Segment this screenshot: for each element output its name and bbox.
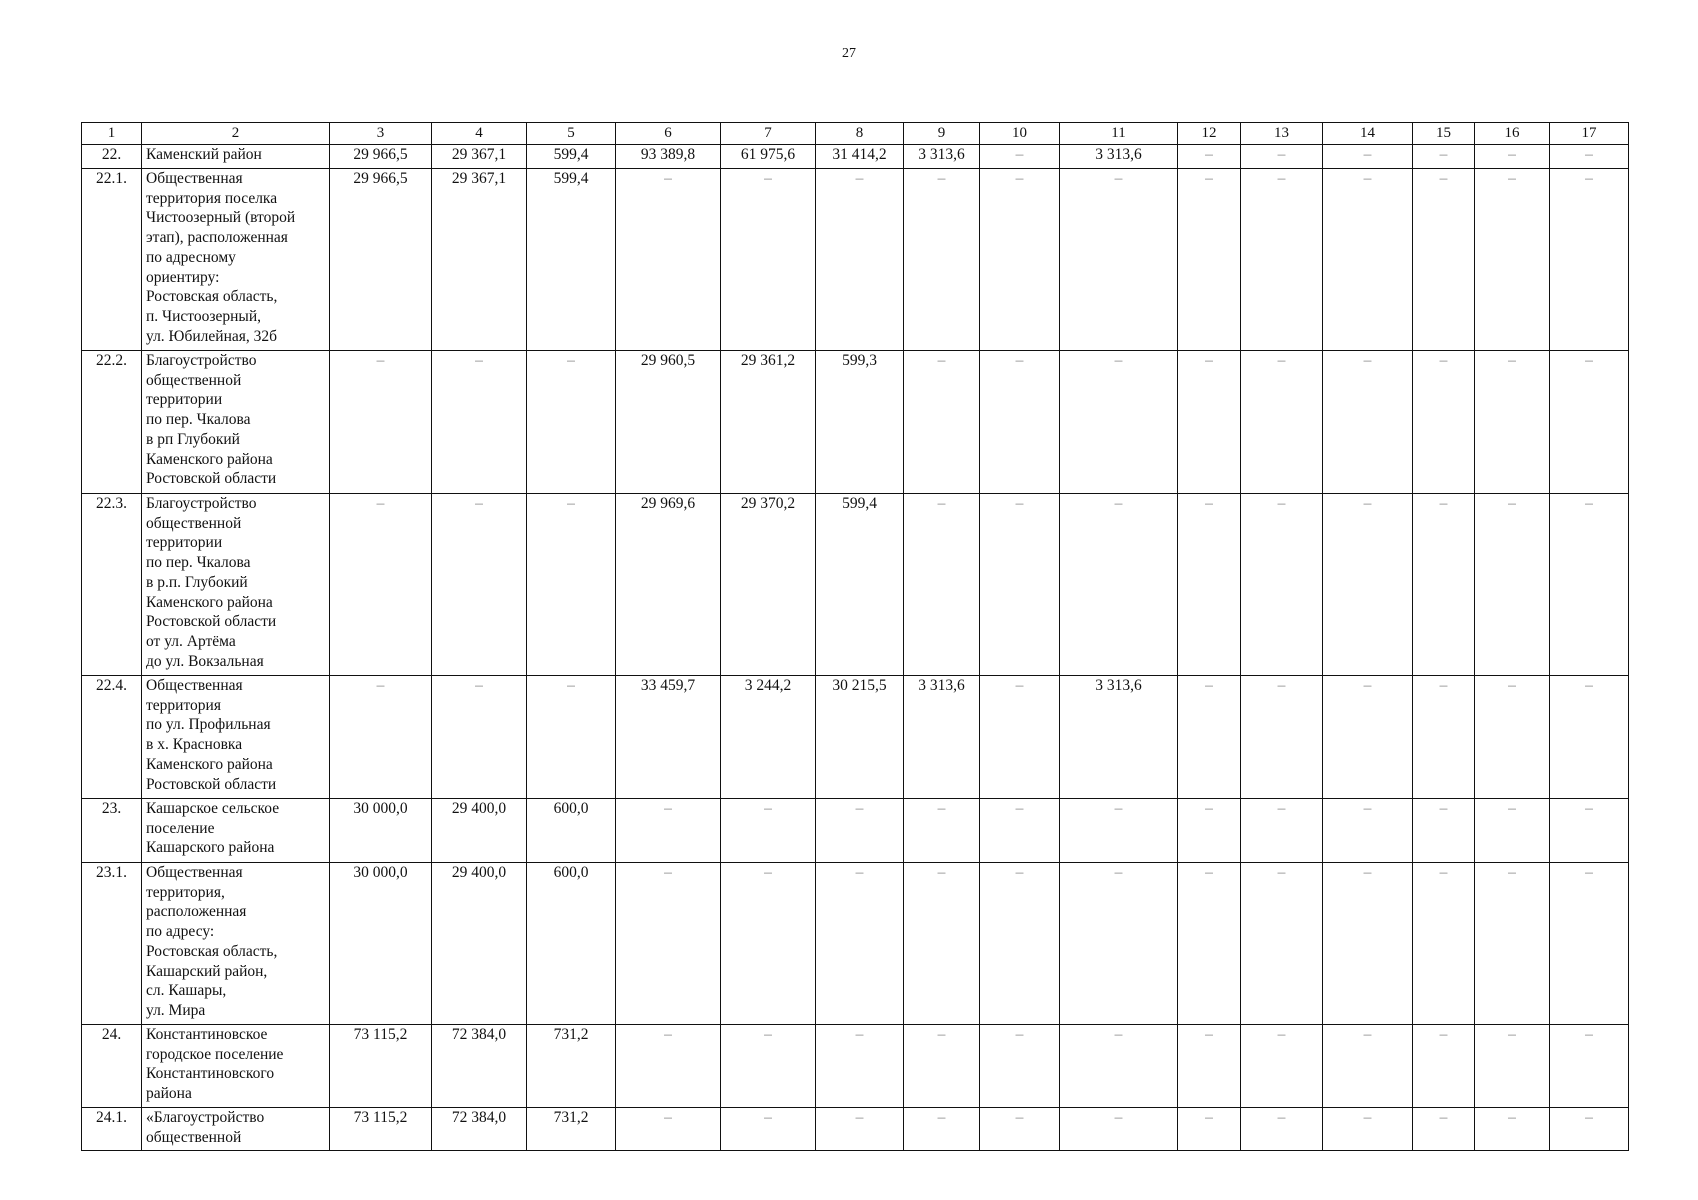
value-cell-col-8: 599,4 — [816, 494, 904, 676]
table-row — [82, 676, 1629, 799]
row-number-cell: 22.4. — [82, 676, 142, 799]
value-cell-col-7: 3 244,2 — [721, 676, 816, 799]
value-cell-col-7: – — [721, 1108, 816, 1151]
value-cell-col-4: 29 400,0 — [432, 799, 527, 863]
row-name-line: территория поселка — [146, 189, 278, 207]
value-cell-col-7: 29 361,2 — [721, 351, 816, 494]
row-name-line: по пер. Чкалова — [146, 554, 251, 572]
header-cell: 7 — [721, 123, 816, 145]
row-name-line: ул. Мира — [146, 1001, 206, 1019]
value-cell-col-12: – — [1178, 799, 1241, 863]
header-cell: 4 — [432, 123, 527, 145]
value-cell-col-16: – — [1475, 1025, 1550, 1108]
row-name-line: района — [146, 1085, 192, 1103]
table-row — [82, 799, 1629, 863]
value-cell-col-16: – — [1475, 1108, 1550, 1151]
value-cell-col-5: – — [527, 494, 616, 676]
row-number-cell: 22.3. — [82, 494, 142, 676]
row-name-line: в рп Глубокий — [146, 430, 240, 448]
row-name-line: Ростовской области — [146, 613, 277, 631]
value-cell-col-11: – — [1060, 351, 1178, 494]
value-cell-col-9: – — [904, 1025, 980, 1108]
value-cell-col-12: – — [1178, 169, 1241, 351]
value-cell-col-4: 72 384,0 — [432, 1025, 527, 1108]
value-cell-col-10: – — [980, 799, 1060, 863]
row-name-line: Каменского района — [146, 593, 273, 611]
row-name-line: по адресному — [146, 248, 236, 266]
value-cell-col-13: – — [1241, 676, 1323, 799]
value-cell-col-5: 731,2 — [527, 1108, 616, 1151]
row-name-line: расположенная — [146, 903, 247, 921]
value-cell-col-11: – — [1060, 1108, 1178, 1151]
value-cell-col-6: – — [616, 863, 721, 1025]
value-cell-col-8: – — [816, 169, 904, 351]
row-name-line: в х. Красновка — [146, 736, 243, 754]
value-cell-col-13: – — [1241, 169, 1323, 351]
header-cell: 1 — [82, 123, 142, 145]
value-cell-col-3: 29 966,5 — [330, 145, 432, 169]
value-cell-col-6: 29 969,6 — [616, 494, 721, 676]
value-cell-col-14: – — [1323, 351, 1413, 494]
value-cell-col-3: 30 000,0 — [330, 799, 432, 863]
value-cell-col-14: – — [1323, 863, 1413, 1025]
value-cell-col-16: – — [1475, 799, 1550, 863]
header-cell: 17 — [1550, 123, 1629, 145]
row-name-line: территория, — [146, 883, 225, 901]
value-cell-col-12: – — [1178, 494, 1241, 676]
value-cell-col-7: 61 975,6 — [721, 145, 816, 169]
value-cell-col-15: – — [1413, 1025, 1475, 1108]
header-cell: 12 — [1178, 123, 1241, 145]
value-cell-col-7: – — [721, 799, 816, 863]
row-name-cell — [142, 1025, 330, 1108]
row-number-cell: 22. — [82, 145, 142, 169]
row-name-line: Каменский район — [146, 146, 262, 163]
value-cell-col-12: – — [1178, 1108, 1241, 1151]
header-cell: 5 — [527, 123, 616, 145]
row-name-cell — [142, 351, 330, 494]
value-cell-col-17: – — [1550, 676, 1629, 799]
row-name-cell — [142, 863, 330, 1025]
row-number-cell: 22.1. — [82, 169, 142, 351]
row-name-line: по адресу: — [146, 923, 215, 941]
row-name-line: Ростовская область, — [146, 942, 278, 960]
value-cell-col-9: – — [904, 1108, 980, 1151]
value-cell-col-11: 3 313,6 — [1060, 145, 1178, 169]
value-cell-col-5: 599,4 — [527, 169, 616, 351]
value-cell-col-9: – — [904, 494, 980, 676]
value-cell-col-9: 3 313,6 — [904, 145, 980, 169]
value-cell-col-6: 93 389,8 — [616, 145, 721, 169]
table-row — [82, 494, 1629, 676]
value-cell-col-7: – — [721, 863, 816, 1025]
value-cell-col-17: – — [1550, 351, 1629, 494]
value-cell-col-15: – — [1413, 676, 1475, 799]
value-cell-col-8: – — [816, 863, 904, 1025]
row-name-line: поселение — [146, 819, 215, 837]
value-cell-col-17: – — [1550, 1025, 1629, 1108]
table-row — [82, 169, 1629, 351]
row-name-line: Чистоозерный (второй — [146, 209, 296, 227]
row-name-line: Константиновское — [146, 1026, 268, 1043]
row-name-line: Константиновского — [146, 1065, 275, 1083]
value-cell-col-11: – — [1060, 1025, 1178, 1108]
value-cell-col-14: – — [1323, 169, 1413, 351]
value-cell-col-10: – — [980, 145, 1060, 169]
row-name-line: Ростовской области — [146, 470, 277, 488]
header-cell: 14 — [1323, 123, 1413, 145]
row-number-cell: 23. — [82, 799, 142, 863]
table-row — [82, 863, 1629, 1025]
row-name-line: «Благоустройство — [146, 1109, 265, 1126]
value-cell-col-10: – — [980, 863, 1060, 1025]
value-cell-col-7: – — [721, 1025, 816, 1108]
value-cell-col-10: – — [980, 351, 1060, 494]
table-row — [82, 1025, 1629, 1108]
value-cell-col-11: – — [1060, 863, 1178, 1025]
row-name-line: Каменского района — [146, 450, 273, 468]
row-name-line: ориентиру: — [146, 268, 220, 286]
row-name-cell — [142, 676, 330, 799]
value-cell-col-6: – — [616, 169, 721, 351]
page-number: 27 — [842, 46, 856, 61]
value-cell-col-17: – — [1550, 145, 1629, 169]
row-name-cell — [142, 494, 330, 676]
value-cell-col-16: – — [1475, 494, 1550, 676]
row-name-line: общественной — [146, 1128, 242, 1146]
row-name-line: по пер. Чкалова — [146, 411, 251, 429]
value-cell-col-4: – — [432, 676, 527, 799]
row-name-line: городское поселение — [146, 1045, 284, 1063]
value-cell-col-4: – — [432, 351, 527, 494]
row-name-line: Кашарского района — [146, 839, 275, 857]
value-cell-col-16: – — [1475, 863, 1550, 1025]
value-cell-col-10: – — [980, 169, 1060, 351]
row-name-line: этап), расположенная — [146, 229, 288, 247]
value-cell-col-9: – — [904, 169, 980, 351]
value-cell-col-17: – — [1550, 799, 1629, 863]
value-cell-col-11: – — [1060, 169, 1178, 351]
table-row — [82, 351, 1629, 494]
row-name-cell — [142, 1108, 330, 1151]
value-cell-col-12: – — [1178, 145, 1241, 169]
row-name-line: п. Чистоозерный, — [146, 307, 261, 325]
value-cell-col-4: 29 400,0 — [432, 863, 527, 1025]
value-cell-col-5: 731,2 — [527, 1025, 616, 1108]
value-cell-col-4: 29 367,1 — [432, 169, 527, 351]
value-cell-col-13: – — [1241, 145, 1323, 169]
value-cell-col-4: 29 367,1 — [432, 145, 527, 169]
row-name-line: Кашарский район, — [146, 962, 268, 980]
value-cell-col-14: – — [1323, 145, 1413, 169]
value-cell-col-5: – — [527, 351, 616, 494]
row-name-line: Благоустройство — [146, 352, 257, 369]
value-cell-col-13: – — [1241, 863, 1323, 1025]
row-name-line: территории — [146, 391, 223, 409]
value-cell-col-11: – — [1060, 799, 1178, 863]
value-cell-col-11: 3 313,6 — [1060, 676, 1178, 799]
row-name-line: территории — [146, 534, 223, 552]
value-cell-col-5: 599,4 — [527, 145, 616, 169]
value-cell-col-15: – — [1413, 799, 1475, 863]
value-cell-col-8: 599,3 — [816, 351, 904, 494]
value-cell-col-14: – — [1323, 676, 1413, 799]
header-cell: 2 — [142, 123, 330, 145]
value-cell-col-16: – — [1475, 676, 1550, 799]
value-cell-col-10: – — [980, 1025, 1060, 1108]
row-name-line: в р.п. Глубокий — [146, 573, 248, 591]
header-cell: 11 — [1060, 123, 1178, 145]
value-cell-col-15: – — [1413, 863, 1475, 1025]
value-cell-col-12: – — [1178, 863, 1241, 1025]
row-name-line: Общественная — [146, 170, 243, 187]
budget-table — [81, 122, 1629, 1151]
value-cell-col-12: – — [1178, 1025, 1241, 1108]
table-row — [82, 1108, 1629, 1151]
value-cell-col-5: 600,0 — [527, 863, 616, 1025]
value-cell-col-6: 29 960,5 — [616, 351, 721, 494]
value-cell-col-15: – — [1413, 1108, 1475, 1151]
value-cell-col-9: – — [904, 863, 980, 1025]
value-cell-col-3: 73 115,2 — [330, 1025, 432, 1108]
value-cell-col-17: – — [1550, 494, 1629, 676]
row-name-line: территория — [146, 696, 221, 714]
value-cell-col-6: – — [616, 799, 721, 863]
value-cell-col-13: – — [1241, 1025, 1323, 1108]
value-cell-col-9: – — [904, 799, 980, 863]
row-name-line: от ул. Артёма — [146, 632, 236, 650]
value-cell-col-11: – — [1060, 494, 1178, 676]
row-name-line: Общественная — [146, 677, 243, 694]
row-name-line: общественной — [146, 371, 242, 389]
table-row — [82, 145, 1629, 169]
value-cell-col-8: – — [816, 1108, 904, 1151]
row-name-line: до ул. Вокзальная — [146, 652, 264, 670]
value-cell-col-3: 30 000,0 — [330, 863, 432, 1025]
header-cell: 10 — [980, 123, 1060, 145]
value-cell-col-8: – — [816, 1025, 904, 1108]
row-name-line: Благоустройство — [146, 495, 257, 512]
value-cell-col-7: 29 370,2 — [721, 494, 816, 676]
value-cell-col-15: – — [1413, 145, 1475, 169]
value-cell-col-17: – — [1550, 169, 1629, 351]
row-name-line: сл. Кашары, — [146, 982, 227, 1000]
row-name-line: Кашарское сельское — [146, 800, 280, 817]
value-cell-col-3: – — [330, 494, 432, 676]
header-cell: 16 — [1475, 123, 1550, 145]
value-cell-col-8: 31 414,2 — [816, 145, 904, 169]
value-cell-col-15: – — [1413, 351, 1475, 494]
row-name-line: Общественная — [146, 864, 243, 881]
value-cell-col-6: 33 459,7 — [616, 676, 721, 799]
row-name-cell — [142, 799, 330, 863]
row-name-line: ул. Юбилейная, 32б — [146, 327, 278, 345]
row-name-cell — [142, 169, 330, 351]
value-cell-col-13: – — [1241, 799, 1323, 863]
header-cell: 3 — [330, 123, 432, 145]
value-cell-col-3: – — [330, 351, 432, 494]
value-cell-col-16: – — [1475, 169, 1550, 351]
value-cell-col-16: – — [1475, 145, 1550, 169]
value-cell-col-4: 72 384,0 — [432, 1108, 527, 1151]
value-cell-col-14: – — [1323, 799, 1413, 863]
row-number-cell: 23.1. — [82, 863, 142, 1025]
value-cell-col-15: – — [1413, 169, 1475, 351]
row-number-cell: 24. — [82, 1025, 142, 1108]
header-cell: 8 — [816, 123, 904, 145]
value-cell-col-5: 600,0 — [527, 799, 616, 863]
value-cell-col-6: – — [616, 1108, 721, 1151]
value-cell-col-13: – — [1241, 1108, 1323, 1151]
value-cell-col-10: – — [980, 1108, 1060, 1151]
value-cell-col-13: – — [1241, 494, 1323, 676]
value-cell-col-4: – — [432, 494, 527, 676]
header-cell: 6 — [616, 123, 721, 145]
row-name-line: Ростовской области — [146, 775, 277, 793]
value-cell-col-6: – — [616, 1025, 721, 1108]
value-cell-col-12: – — [1178, 351, 1241, 494]
row-number-cell: 22.2. — [82, 351, 142, 494]
value-cell-col-10: – — [980, 494, 1060, 676]
value-cell-col-3: 73 115,2 — [330, 1108, 432, 1151]
row-name-line: общественной — [146, 514, 242, 532]
value-cell-col-13: – — [1241, 351, 1323, 494]
row-name-line: Каменского района — [146, 755, 273, 773]
row-name-line: Ростовская область, — [146, 288, 278, 306]
row-name-cell — [142, 145, 330, 169]
header-cell: 13 — [1241, 123, 1323, 145]
value-cell-col-5: – — [527, 676, 616, 799]
value-cell-col-9: 3 313,6 — [904, 676, 980, 799]
value-cell-col-12: – — [1178, 676, 1241, 799]
value-cell-col-14: – — [1323, 494, 1413, 676]
value-cell-col-15: – — [1413, 494, 1475, 676]
value-cell-col-14: – — [1323, 1025, 1413, 1108]
value-cell-col-10: – — [980, 676, 1060, 799]
table-header-row — [82, 123, 1629, 145]
header-cell: 15 — [1413, 123, 1475, 145]
value-cell-col-17: – — [1550, 1108, 1629, 1151]
header-cell: 9 — [904, 123, 980, 145]
value-cell-col-9: – — [904, 351, 980, 494]
value-cell-col-7: – — [721, 169, 816, 351]
value-cell-col-8: – — [816, 799, 904, 863]
row-name-line: по ул. Профильная — [146, 716, 271, 734]
value-cell-col-8: 30 215,5 — [816, 676, 904, 799]
value-cell-col-3: 29 966,5 — [330, 169, 432, 351]
value-cell-col-3: – — [330, 676, 432, 799]
value-cell-col-17: – — [1550, 863, 1629, 1025]
value-cell-col-14: – — [1323, 1108, 1413, 1151]
row-number-cell: 24.1. — [82, 1108, 142, 1151]
value-cell-col-16: – — [1475, 351, 1550, 494]
